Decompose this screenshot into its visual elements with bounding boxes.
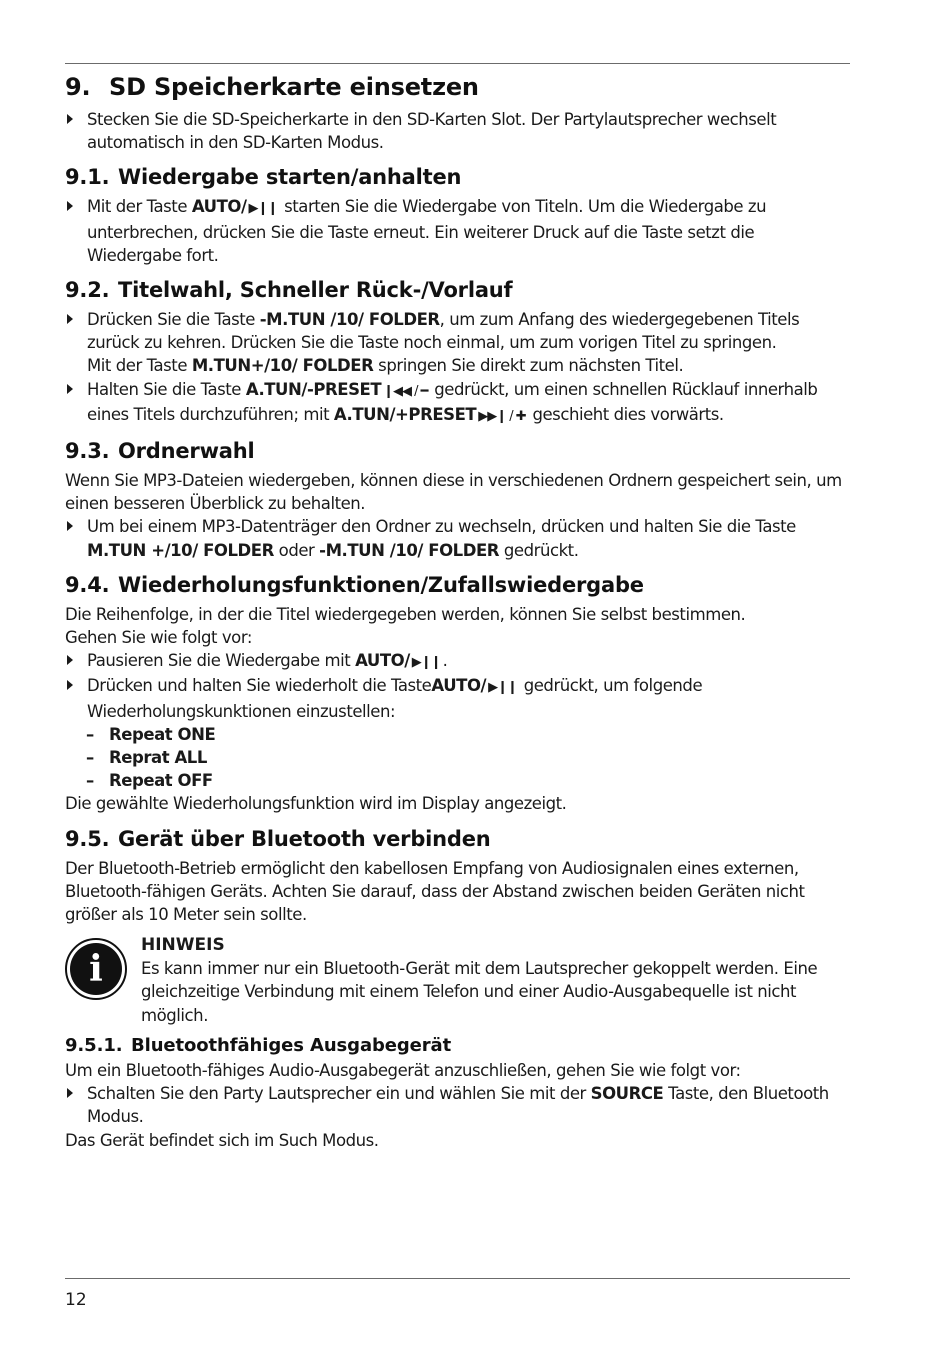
- bullet-repeat-hold: [65, 674, 850, 722]
- text: starten Sie die Wiedergabe von Titeln. Um die Wiedergabe zu unterbrechen, drücken Sie die Taste erneut. Ein weiterer Druck auf die Taste setzt die Wiedergabe fort.: [87, 197, 767, 265]
- section-title: Ordnerwahl: [118, 439, 255, 464]
- play-pause-icon: ▶❙❙: [248, 201, 278, 217]
- paragraph: Das Gerät befindet sich im Such Modus.: [65, 1130, 379, 1150]
- section-9-1-heading: [65, 162, 850, 192]
- section-title: Bluetoothfähiges Ausgabegerät: [131, 1034, 452, 1056]
- dash-item-repeat-off: – Repeat OFF: [65, 769, 850, 792]
- section-title: Wiederholungsfunktionen/Zufallswiedergabe: [118, 572, 644, 597]
- key-label: A.TUN/-PRESET: [245, 379, 382, 399]
- key-label: AUTO/: [431, 676, 487, 696]
- text: Drücken Sie die Taste: [87, 310, 260, 330]
- section-title: Titelwahl, Schneller Rück-/Vorlauf: [118, 278, 513, 303]
- play-pause-icon: ▶❙❙: [488, 680, 517, 696]
- text: Um bei einem MP3-Datenträger den Ordner zu wechseln, drücken und halten Sie die Taste: [87, 517, 796, 537]
- forward-plus-icon: ▶▶❙ / ✚: [478, 408, 526, 424]
- note-box: [65, 934, 850, 1027]
- key-label: AUTO/: [191, 197, 247, 217]
- key-label: SOURCE: [590, 1084, 664, 1104]
- bullet-insert-sd: [65, 108, 850, 154]
- text: gedrückt, um einen schnellen Rücklauf innerhalb eines Titels durchzuführen; mit: [87, 379, 818, 424]
- paragraph: Gehen Sie wie folgt vor:: [65, 628, 252, 648]
- paragraph: Um ein Bluetooth-fähiges Audio-Ausgabegerät anzuschließen, gehen Sie wie folgt vor:: [65, 1060, 741, 1080]
- section-number: 9.5.1.: [65, 1034, 123, 1056]
- page-content: [65, 68, 850, 1152]
- section-9-5-1-heading: [65, 1033, 850, 1059]
- note-title: HINWEIS: [141, 935, 225, 956]
- section-9-4-heading: [65, 570, 850, 600]
- section-number: 9.2.: [65, 278, 110, 303]
- text: gedrückt.: [499, 540, 579, 560]
- text: gedrückt, um folgende Wiederholungskunktionen einzustellen:: [87, 676, 703, 721]
- section-9-5-heading: [65, 824, 850, 854]
- info-icon: [65, 938, 127, 1000]
- key-label: -M.TUN /10/ FOLDER: [259, 310, 440, 330]
- key-label: M.TUN+/10/ FOLDER: [191, 356, 374, 376]
- bullet-fast-rewind: [65, 378, 850, 428]
- paragraph: Die Reihenfolge, in der die Titel wiedergegeben werden, können Sie selbst bestimmen.: [65, 604, 746, 624]
- section-title: SD Speicherkarte einsetzen: [109, 73, 479, 101]
- paragraph: Der Bluetooth-Betrieb ermöglicht den kabellosen Empfang von Audiosignalen eines externen, Bluetooth-fähigen Geräts. Achten Sie darauf, dass der Abstand zwischen beiden Geräten nicht größer als 10 Meter sein sollte.: [65, 858, 805, 925]
- key-label: AUTO/: [355, 651, 410, 671]
- note-text: Es kann immer nur ein Bluetooth-Gerät mit dem Lautsprecher gekoppelt werden. Eine gleichzeitige Verbindung mit einem Telefon und einer Audio-Ausgabequelle ist nicht möglich.: [141, 959, 818, 1025]
- section-number: 9.: [65, 73, 91, 101]
- text: geschieht dies vorwärts.: [527, 404, 724, 424]
- rewind-minus-icon: ❙◀◀ / ━: [383, 383, 428, 399]
- key-label: -M.TUN /10/ FOLDER: [319, 540, 500, 560]
- bullet-source-mode: [65, 1082, 850, 1128]
- bullet-text: Stecken Sie die SD-Speicherkarte in den SD-Karten Slot. Der Partylautsprecher wechselt automatisch in den SD-Karten Modus.: [87, 110, 777, 153]
- section-9-heading: [65, 70, 850, 104]
- bullet-folder-change: [65, 515, 850, 561]
- header-rule: [65, 63, 850, 64]
- paragraph: Die gewählte Wiederholungsfunktion wird im Display angezeigt.: [65, 794, 567, 814]
- paragraph: Wenn Sie MP3-Dateien wiedergeben, können diese in verschiedenen Ordnern gespeichert sein, um einen besseren Überblick zu behalten.: [65, 471, 842, 514]
- text: Mit der Taste: [87, 197, 192, 217]
- text: springen Sie direkt zum nächsten Titel.: [373, 356, 684, 376]
- text: .: [442, 651, 448, 671]
- text: oder: [273, 540, 320, 560]
- play-pause-icon: ▶❙❙: [411, 655, 441, 671]
- text: , um zum Anfang des wiedergegebenen Titels zurück zu kehren. Drücken Sie die Taste noch einmal, um zum vorigen Titel zu springen.: [87, 310, 800, 353]
- dash-item-repeat-all: – Reprat ALL: [65, 746, 850, 769]
- section-9-3-heading: [65, 436, 850, 466]
- manual-page: [65, 0, 850, 1345]
- dash-item-repeat-one: – Repeat ONE: [65, 723, 850, 746]
- section-title: Wiedergabe starten/anhalten: [118, 165, 462, 190]
- text: Drücken und halten Sie wiederholt die Taste: [87, 676, 432, 696]
- bullet-play-pause: [65, 195, 850, 267]
- key-label: M.TUN +/10/ FOLDER: [87, 540, 274, 560]
- section-number: 9.3.: [65, 439, 110, 464]
- footer-rule: [65, 1278, 850, 1279]
- text: Pausieren Sie die Wiedergabe mit: [87, 651, 356, 671]
- info-glyph: i: [70, 943, 122, 995]
- section-number: 9.4.: [65, 572, 110, 597]
- key-label: A.TUN/+PRESET: [333, 404, 477, 424]
- text: Halten Sie die Taste: [87, 379, 246, 399]
- text: Mit der Taste: [87, 356, 192, 376]
- text: Taste, den Bluetooth Modus.: [87, 1084, 829, 1127]
- section-number: 9.5.: [65, 826, 110, 851]
- text: Schalten Sie den Party Lautsprecher ein und wählen Sie mit der: [87, 1084, 591, 1104]
- page-number: 12: [65, 1290, 87, 1310]
- bullet-track-back: [65, 308, 850, 378]
- section-title: Gerät über Bluetooth verbinden: [118, 826, 491, 851]
- section-9-2-heading: [65, 275, 850, 305]
- bullet-pause: [65, 649, 850, 674]
- section-number: 9.1.: [65, 165, 110, 190]
